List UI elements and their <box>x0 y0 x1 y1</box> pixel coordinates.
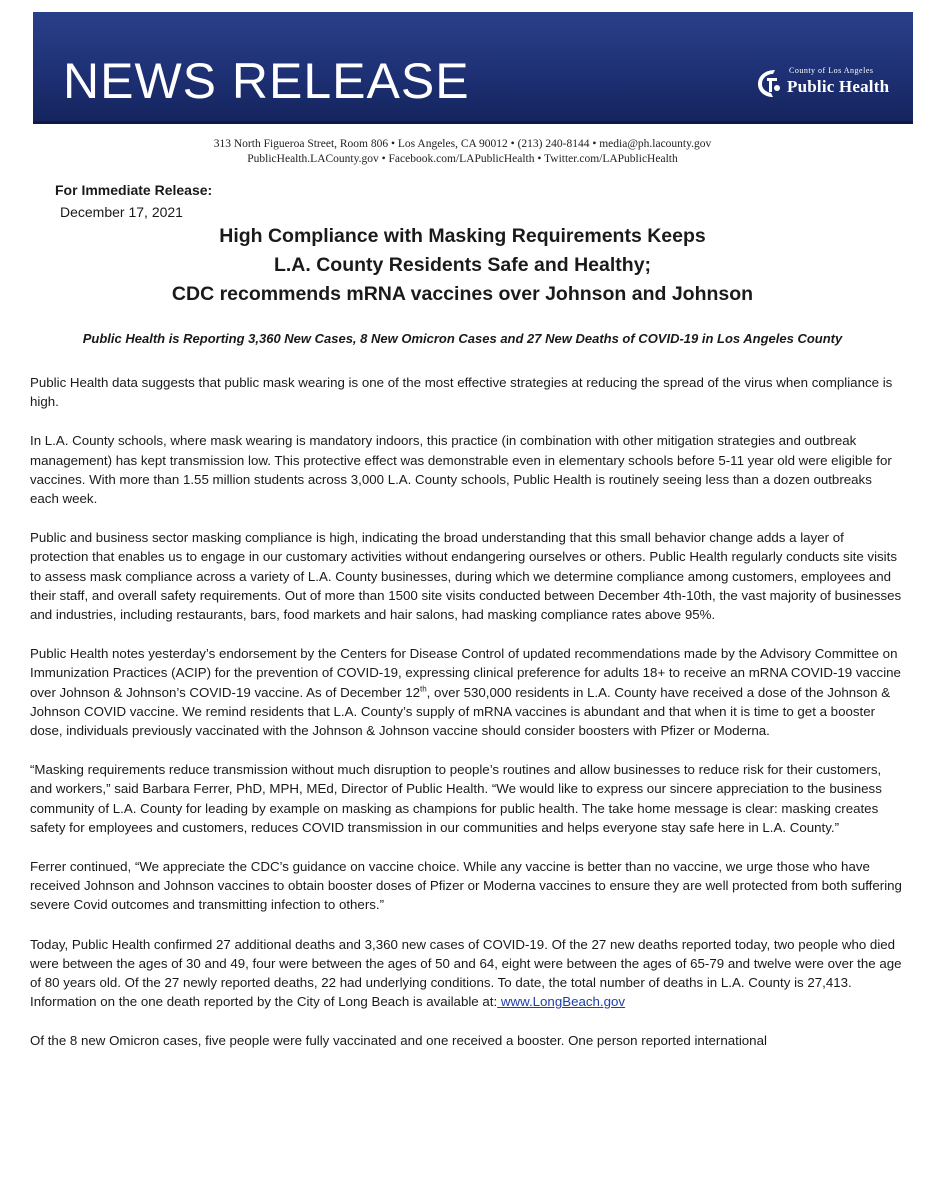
headline <box>0 222 925 309</box>
county-seal-icon <box>753 66 783 100</box>
release-date: December 17, 2021 <box>60 204 183 220</box>
paragraph-schools: In L.A. County schools, where mask wearing is mandatory indoors, this practice (in combination with other mitigation strategies and outbreak management) has kept transmission low. This protective effect was demonstrable even in elementary schools before 5-11 year old were eligible for vaccines. With more than 1.55 million students across 3,000 L.A. County schools, Public Health is routinely seeing less than a dozen outbreaks each week. <box>30 433 892 507</box>
banner-title: NEWS RELEASE <box>63 53 470 109</box>
contact-address: 313 North Figueroa Street, Room 806 • Los Angeles, CA 90012 • (213) 240-8144 • media@ph.lacounty.gov <box>213 138 712 150</box>
news-release-banner <box>33 12 913 124</box>
paragraph-ferrer-continued: Ferrer continued, “We appreciate the CDC’s guidance on vaccine choice. While any vaccine is better than no vaccine, we urge those who have received Johnson and Johnson vaccines to obtain booster doses of Pfizer or Moderna vaccines to ensure they are well protected from both suffering severe Covid outcomes and transmitting infection to others.” <box>30 859 902 913</box>
logo-county-text: County of Los Angeles <box>789 66 874 75</box>
release-label: For Immediate Release: <box>55 182 213 198</box>
headline-line-1: High Compliance with Masking Requirements Keeps <box>219 225 706 247</box>
subheadline: Public Health is Reporting 3,360 New Cases, 8 New Omicron Cases and 27 New Deaths of COVID-19 in Los Angeles County <box>82 331 843 346</box>
logo-public-health-text: Public Health <box>787 77 890 96</box>
paragraph-omicron: Of the 8 new Omicron cases, five people were fully vaccinated and one received a booster. One person reported international <box>30 1033 767 1049</box>
long-beach-link[interactable]: www.LongBeach.gov <box>497 994 626 1010</box>
release-body <box>30 373 902 1071</box>
paragraph-deaths-text: Today, Public Health confirmed 27 additional deaths and 3,360 new cases of COVID-19. Of the 27 new deaths reported today, two people who died were between the ages of 30 and 49, four were between the ages of 50 and 64, eight were between the ages of 65-79 and twelve were over the age of 80 years old. Of the 27 newly reported deaths, 22 had underlying conditions. To date, the total number of deaths in L.A. County is 27,413. Information on the one death reported by the City of Long Beach is available at: <box>30 936 902 1010</box>
paragraph-deaths-cases <box>30 935 902 1012</box>
paragraph-business-compliance: Public and business sector masking compliance is high, indicating the broad understanding that this small behavior change adds a layer of protection that enables us to engage in our customary activities without endangering ourselves or others. Public Health regularly conducts site visits to assess mask compliance across a variety of L.A. County businesses, during which we determine compliance among customers, employees and their staff, and overall safety requirements. Out of more than 1500 site visits conducted between December 4th-10th, the vast majority of businesses and industries, including restaurants, bars, food markets and hair salons, had masking compliance rates above 95%. <box>30 530 902 623</box>
headline-line-2: L.A. County Residents Safe and Healthy; <box>273 254 652 276</box>
headline-line-3: CDC recommends mRNA vaccines over Johnson and Johnson <box>171 283 754 305</box>
public-health-logo <box>753 64 903 104</box>
paragraph-cdc-text-b: , over 530,000 residents in L.A. County have received a dose of the Johnson & Johnson COVID vaccine. We remind residents that L.A. County’s supply of mRNA vaccines is abundant and that when it is time to get a booster dose, individuals previously vaccinated with the Johnson & Johnson vaccine should consider boosters with Pfizer or Moderna. <box>30 684 891 739</box>
paragraph-cdc-text-a: Public Health notes yesterday’s endorsement by the Centers for Disease Control of updated recommendations made by the Advisory Committee on Immunization Practices (ACIP) for the prevention of COVID-19, expressing clinical preference for adults 18+ to receive an mRNA COVID-19 vaccine over Johnson & Johnson’s COVID-19 vaccine. As of December 12 <box>30 646 901 700</box>
contact-web: PublicHealth.LACounty.gov • Facebook.com/LAPublicHealth • Twitter.com/LAPublicHealth <box>247 153 678 165</box>
paragraph-cdc-endorsement <box>30 644 902 740</box>
paragraph-mask-effectiveness: Public Health data suggests that public mask wearing is one of the most effective strategies at reducing the spread of the virus when compliance is high. <box>30 375 893 410</box>
paragraph-ferrer-quote: “Masking requirements reduce transmission without much disruption to people’s routines and allow businesses to reduce risk for their customers, and workers,” said Barbara Ferrer, PhD, MPH, MEd, Director of Public Health. “We would like to express our sincere appreciation to the business community of L.A. County for leading by example on masking as champions for public health. The take home message is clear: masking creates safety for employees and customers, reduces COVID transmission in our communities and helps everyone stay safe here in L.A. County.” <box>30 762 882 835</box>
superscript-th: th <box>420 684 427 694</box>
